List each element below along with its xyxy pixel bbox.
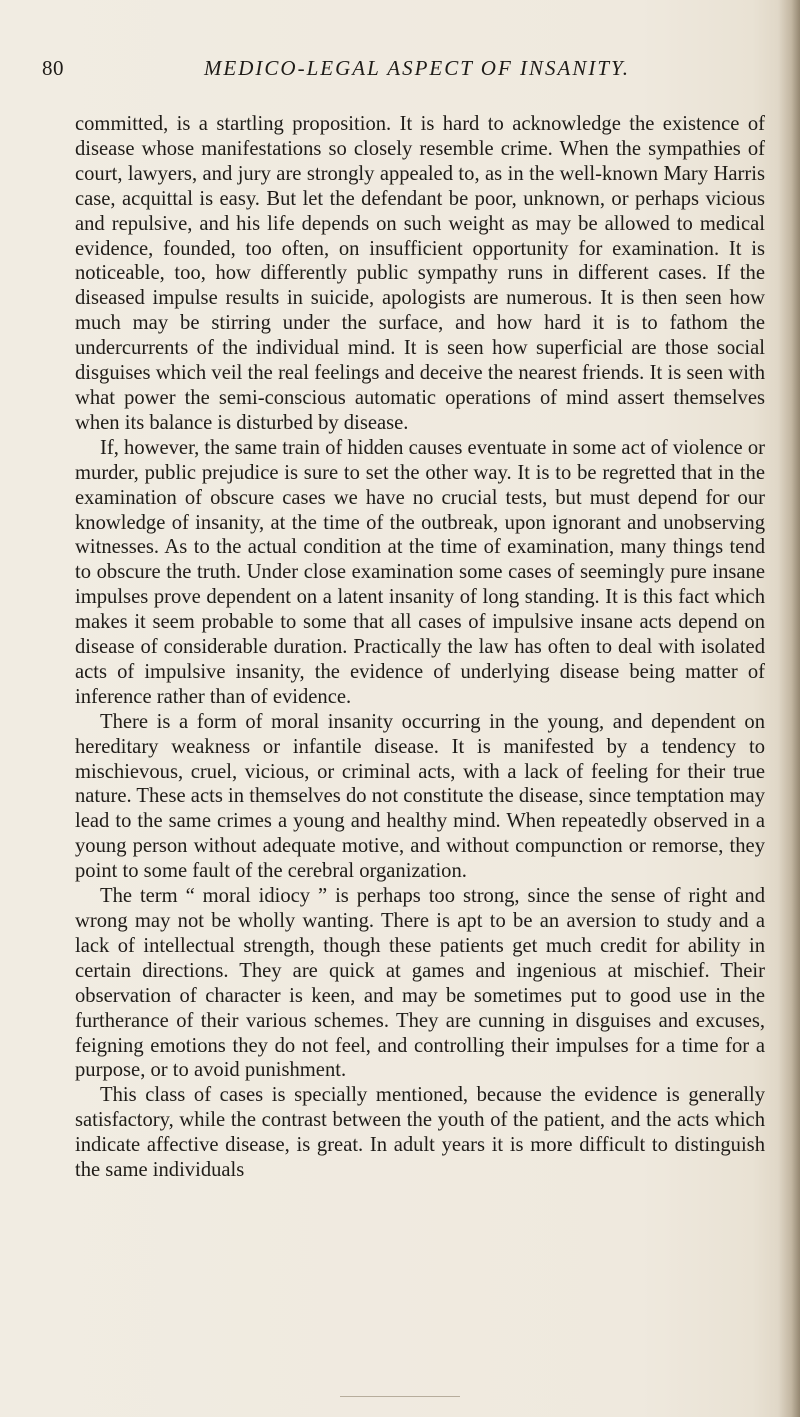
- body-text: [75, 112, 765, 1183]
- paragraph-5: This class of cases is specially mentioned, because the evidence is generally satisfactory, while the contrast between the youth of the patient, and the acts which indicate affective disease, is great. In adult years it is more difficult to distinguish the same individuals: [75, 1084, 765, 1182]
- running-title: MEDICO-LEGAL ASPECT OF INSANITY.: [203, 56, 631, 80]
- page-edge-shadow: [778, 0, 800, 1417]
- bottom-rule: [340, 1396, 460, 1397]
- paragraph-1: committed, is a startling proposition. It is hard to acknowledge the existence of disease whose manifestations so closely resemble crime. When the sympathies of court, lawyers, and jury are strongly appealed to, as in the well-known Mary Harris case, acquittal is easy. But let the defendant be poor, unknown, or perhaps vicious and repulsive, and his life depends on such weight as may be allowed to medical evidence, founded, too often, on insufficient opportunity for examination. It is noticeable, too, how differently public sympathy runs in different cases. If the diseased impulse results in suicide, apologists are numerous. It is then seen how much may be stirring under the surface, and how hard it is to fathom the undercurrents of the individual mind. It is seen how superficial are those social disguises which veil the real feelings and deceive the nearest friends. It is seen with what power the semi-conscious automatic operations of mind assert themselves when its balance is disturbed by disease.: [75, 113, 765, 434]
- page-number: 80: [42, 56, 64, 80]
- paragraph-4: The term “ moral idiocy ” is perhaps too strong, since the sense of right and wrong may not be wholly wanting. There is apt to be an aversion to study and a lack of intellectual strength, though these patients get much credit for ability in certain directions. They are quick at games and ingenious at mischief. Their observation of character is keen, and may be sometimes put to good use in the furtherance of their various schemes. They are cunning in disguises and excuses, feigning emotions they do not feel, and controlling their impulses for a time for a purpose, or to avoid punishment.: [75, 885, 765, 1082]
- paragraph-2: If, however, the same train of hidden causes eventuate in some act of violence or murder, public prejudice is sure to set the other way. It is to be regretted that in the examination of obscure cases we have no crucial tests, but must depend for our knowledge of insanity, at the time of the outbreak, upon ignorant and unobserving witnesses. As to the actual condition at the time of examination, many things tend to obscure the truth. Under close examination some cases of seemingly pure insane impulses prove dependent on a latent insanity of long standing. It is this fact which makes it seem probable to some that all cases of impulsive insane acts depend on disease of considerable duration. Practically the law has often to deal with isolated acts of impulsive insanity, the evidence of underlying disease being matter of inference rather than of evidence.: [75, 436, 765, 708]
- page-header: [42, 56, 762, 92]
- paragraph-3: There is a form of moral insanity occurring in the young, and dependent on hereditary weakness or infantile disease. It is manifested by a tendency to mischievous, cruel, vicious, or criminal acts, with a lack of feeling for their true nature. These acts in themselves do not constitute the disease, since temptation may lead to the same crimes a young and healthy mind. When repeatedly observed in a young person without adequate motive, and without compunction or remorse, they point to some fault of the cerebral organization.: [75, 710, 765, 883]
